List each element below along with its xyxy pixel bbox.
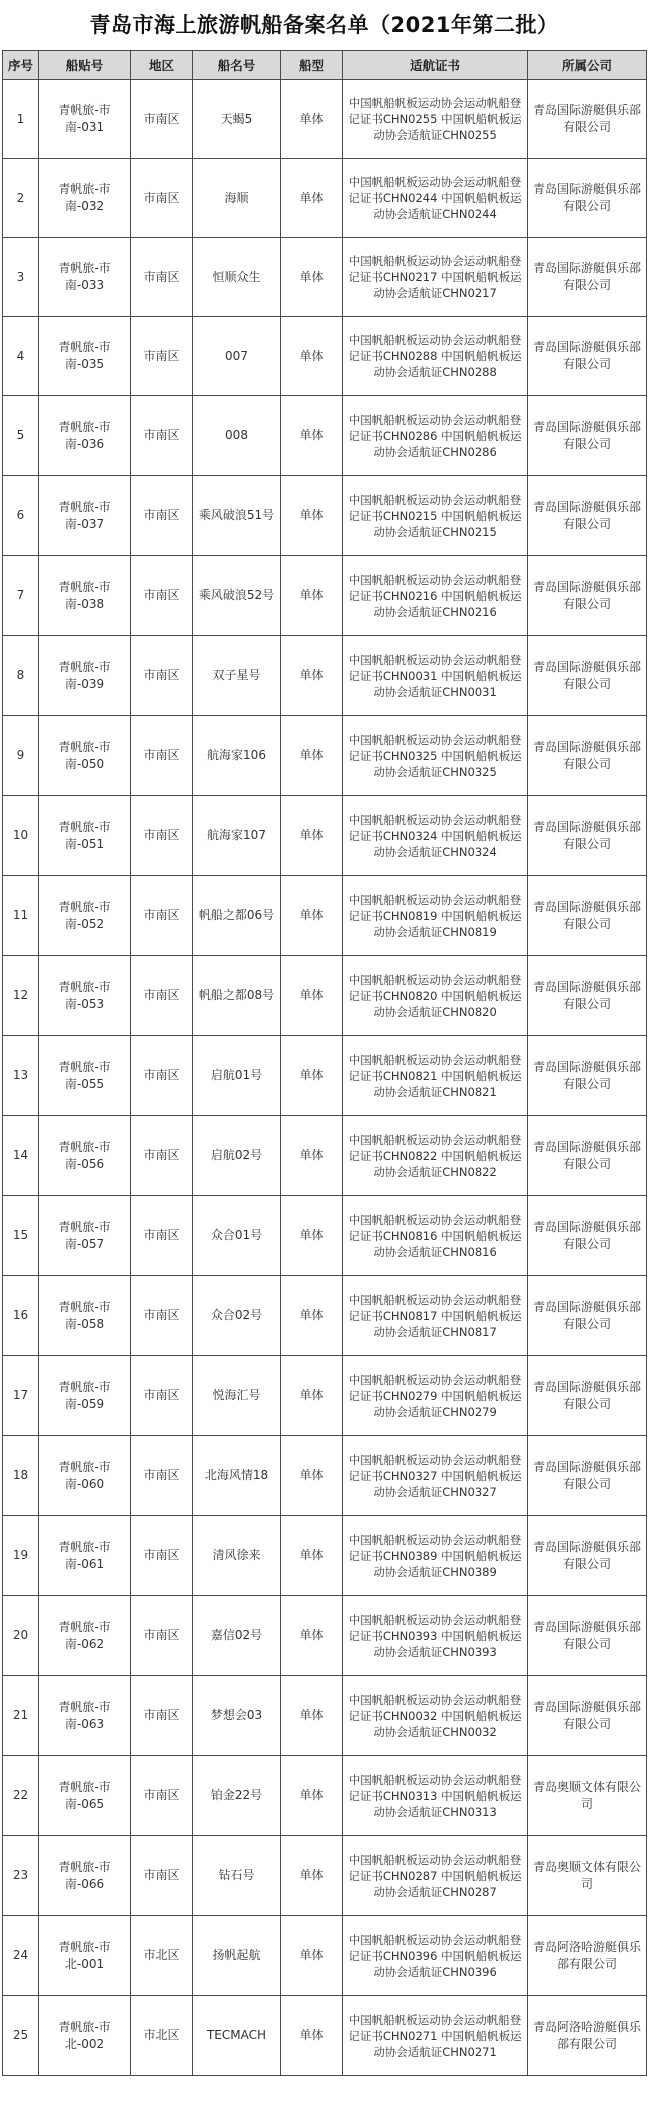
cell-boat-name: 悦海汇号 xyxy=(193,1356,281,1436)
cell-no: 13 xyxy=(3,1036,39,1116)
cell-certificate: 中国帆船帆板运动协会运动帆船登记证书CHN0819 中国帆船帆板运动协会适航证CHN0819 xyxy=(343,876,528,956)
cell-boat-type: 单体 xyxy=(281,1756,343,1836)
cell-sticker: 青帆旅-市南-036 xyxy=(39,396,131,476)
cell-certificate: 中国帆船帆板运动协会运动帆船登记证书CHN0288 中国帆船帆板运动协会适航证CHN0288 xyxy=(343,317,528,396)
table-row xyxy=(3,1036,647,1116)
cell-boat-name: 嘉信02号 xyxy=(193,1596,281,1676)
cell-sticker: 青帆旅-市南-061 xyxy=(39,1516,131,1596)
cell-company: 青岛国际游艇俱乐部有限公司 xyxy=(528,1436,647,1516)
cell-company: 青岛阿洛哈游艇俱乐部有限公司 xyxy=(528,1916,647,1996)
cell-sticker: 青帆旅-市南-062 xyxy=(39,1596,131,1676)
cell-sticker: 青帆旅-市北-002 xyxy=(39,1996,131,2076)
cell-no: 4 xyxy=(3,317,39,396)
cell-no: 2 xyxy=(3,159,39,238)
cell-boat-type: 单体 xyxy=(281,1516,343,1596)
cell-company: 青岛奥顺文体有限公司 xyxy=(528,1756,647,1836)
cell-certificate: 中国帆船帆板运动协会运动帆船登记证书CHN0820 中国帆船帆板运动协会适航证CHN0820 xyxy=(343,956,528,1036)
table-row xyxy=(3,1916,647,1996)
cell-boat-name: 双子星号 xyxy=(193,636,281,716)
cell-boat-type: 单体 xyxy=(281,1836,343,1916)
cell-company: 青岛国际游艇俱乐部有限公司 xyxy=(528,1676,647,1756)
cell-boat-type: 单体 xyxy=(281,238,343,317)
cell-area: 市南区 xyxy=(131,636,193,716)
table-row xyxy=(3,1836,647,1916)
cell-boat-type: 单体 xyxy=(281,1916,343,1996)
cell-no: 1 xyxy=(3,80,39,159)
table-row xyxy=(3,317,647,396)
table-row xyxy=(3,476,647,556)
cell-no: 18 xyxy=(3,1436,39,1516)
cell-certificate: 中国帆船帆板运动协会运动帆船登记证书CHN0244 中国帆船帆板运动协会适航证CHN0244 xyxy=(343,159,528,238)
column-header-boat-name: 船名号 xyxy=(193,51,281,80)
cell-company: 青岛国际游艇俱乐部有限公司 xyxy=(528,317,647,396)
cell-boat-type: 单体 xyxy=(281,716,343,796)
table-row xyxy=(3,796,647,876)
table-row xyxy=(3,1196,647,1276)
cell-certificate: 中国帆船帆板运动协会运动帆船登记证书CHN0031 中国帆船帆板运动协会适航证CHN0031 xyxy=(343,636,528,716)
cell-company: 青岛国际游艇俱乐部有限公司 xyxy=(528,159,647,238)
cell-sticker: 青帆旅-市南-035 xyxy=(39,317,131,396)
cell-certificate: 中国帆船帆板运动协会运动帆船登记证书CHN0279 中国帆船帆板运动协会适航证CHN0279 xyxy=(343,1356,528,1436)
cell-no: 3 xyxy=(3,238,39,317)
cell-area: 市南区 xyxy=(131,716,193,796)
cell-company: 青岛国际游艇俱乐部有限公司 xyxy=(528,876,647,956)
cell-certificate: 中国帆船帆板运动协会运动帆船登记证书CHN0255 中国帆船帆板运动协会适航证CHN0255 xyxy=(343,80,528,159)
cell-area: 市南区 xyxy=(131,1116,193,1196)
cell-boat-name: 帆船之都06号 xyxy=(193,876,281,956)
table-row xyxy=(3,956,647,1036)
table-row xyxy=(3,636,647,716)
cell-boat-type: 单体 xyxy=(281,796,343,876)
cell-no: 20 xyxy=(3,1596,39,1676)
table-header-row xyxy=(3,51,647,80)
cell-boat-type: 单体 xyxy=(281,1356,343,1436)
cell-company: 青岛国际游艇俱乐部有限公司 xyxy=(528,716,647,796)
cell-boat-name: 航海家106 xyxy=(193,716,281,796)
cell-area: 市南区 xyxy=(131,159,193,238)
cell-boat-name: 铂金22号 xyxy=(193,1756,281,1836)
cell-boat-type: 单体 xyxy=(281,636,343,716)
cell-company: 青岛国际游艇俱乐部有限公司 xyxy=(528,80,647,159)
cell-company: 青岛国际游艇俱乐部有限公司 xyxy=(528,1116,647,1196)
cell-sticker: 青帆旅-市南-053 xyxy=(39,956,131,1036)
cell-boat-type: 单体 xyxy=(281,317,343,396)
cell-certificate: 中国帆船帆板运动协会运动帆船登记证书CHN0821 中国帆船帆板运动协会适航证CHN0821 xyxy=(343,1036,528,1116)
table-row xyxy=(3,396,647,476)
cell-area: 市南区 xyxy=(131,1596,193,1676)
table-row xyxy=(3,1436,647,1516)
cell-certificate: 中国帆船帆板运动协会运动帆船登记证书CHN0215 中国帆船帆板运动协会适航证CHN0215 xyxy=(343,476,528,556)
cell-area: 市南区 xyxy=(131,80,193,159)
column-header-no: 序号 xyxy=(3,51,39,80)
cell-area: 市南区 xyxy=(131,1196,193,1276)
cell-certificate: 中国帆船帆板运动协会运动帆船登记证书CHN0327 中国帆船帆板运动协会适航证CHN0327 xyxy=(343,1436,528,1516)
cell-certificate: 中国帆船帆板运动协会运动帆船登记证书CHN0324 中国帆船帆板运动协会适航证CHN0324 xyxy=(343,796,528,876)
cell-area: 市南区 xyxy=(131,476,193,556)
cell-boat-type: 单体 xyxy=(281,1196,343,1276)
table-row xyxy=(3,1356,647,1436)
cell-area: 市南区 xyxy=(131,317,193,396)
cell-certificate: 中国帆船帆板运动协会运动帆船登记证书CHN0217 中国帆船帆板运动协会适航证CHN0217 xyxy=(343,238,528,317)
cell-no: 8 xyxy=(3,636,39,716)
cell-company: 青岛国际游艇俱乐部有限公司 xyxy=(528,556,647,636)
cell-boat-name: 启航01号 xyxy=(193,1036,281,1116)
cell-sticker: 青帆旅-市南-032 xyxy=(39,159,131,238)
table-row xyxy=(3,1116,647,1196)
cell-boat-name: 清风徐来 xyxy=(193,1516,281,1596)
cell-boat-name: 众合02号 xyxy=(193,1276,281,1356)
cell-area: 市南区 xyxy=(131,1516,193,1596)
cell-company: 青岛国际游艇俱乐部有限公司 xyxy=(528,956,647,1036)
cell-boat-name: 007 xyxy=(193,317,281,396)
cell-no: 10 xyxy=(3,796,39,876)
cell-sticker: 青帆旅-市南-063 xyxy=(39,1676,131,1756)
cell-area: 市南区 xyxy=(131,1676,193,1756)
cell-area: 市南区 xyxy=(131,396,193,476)
cell-area: 市南区 xyxy=(131,1356,193,1436)
cell-boat-type: 单体 xyxy=(281,396,343,476)
cell-sticker: 青帆旅-市南-059 xyxy=(39,1356,131,1436)
column-header-certificate: 适航证书 xyxy=(343,51,528,80)
cell-sticker: 青帆旅-市南-060 xyxy=(39,1436,131,1516)
cell-boat-type: 单体 xyxy=(281,159,343,238)
cell-certificate: 中国帆船帆板运动协会运动帆船登记证书CHN0389 中国帆船帆板运动协会适航证CHN0389 xyxy=(343,1516,528,1596)
cell-boat-name: 天蝎5 xyxy=(193,80,281,159)
table-body xyxy=(3,80,647,2076)
cell-boat-name: 众合01号 xyxy=(193,1196,281,1276)
table-row xyxy=(3,716,647,796)
cell-area: 市南区 xyxy=(131,876,193,956)
cell-company: 青岛国际游艇俱乐部有限公司 xyxy=(528,1036,647,1116)
cell-boat-type: 单体 xyxy=(281,956,343,1036)
cell-company: 青岛国际游艇俱乐部有限公司 xyxy=(528,1596,647,1676)
cell-boat-type: 单体 xyxy=(281,1436,343,1516)
cell-no: 25 xyxy=(3,1996,39,2076)
cell-certificate: 中国帆船帆板运动协会运动帆船登记证书CHN0393 中国帆船帆板运动协会适航证CHN0393 xyxy=(343,1596,528,1676)
cell-no: 24 xyxy=(3,1916,39,1996)
cell-sticker: 青帆旅-市南-050 xyxy=(39,716,131,796)
cell-sticker: 青帆旅-市南-033 xyxy=(39,238,131,317)
cell-company: 青岛国际游艇俱乐部有限公司 xyxy=(528,796,647,876)
cell-boat-type: 单体 xyxy=(281,1036,343,1116)
cell-boat-name: 北海风情18 xyxy=(193,1436,281,1516)
cell-no: 22 xyxy=(3,1756,39,1836)
cell-no: 21 xyxy=(3,1676,39,1756)
cell-boat-name: 钻石号 xyxy=(193,1836,281,1916)
cell-certificate: 中国帆船帆板运动协会运动帆船登记证书CHN0287 中国帆船帆板运动协会适航证CHN0287 xyxy=(343,1836,528,1916)
cell-sticker: 青帆旅-市北-001 xyxy=(39,1916,131,1996)
cell-boat-name: 008 xyxy=(193,396,281,476)
table-row xyxy=(3,159,647,238)
cell-sticker: 青帆旅-市南-055 xyxy=(39,1036,131,1116)
cell-boat-type: 单体 xyxy=(281,1276,343,1356)
cell-boat-name: TECMACH xyxy=(193,1996,281,2076)
cell-company: 青岛国际游艇俱乐部有限公司 xyxy=(528,636,647,716)
cell-boat-name: 启航02号 xyxy=(193,1116,281,1196)
cell-area: 市南区 xyxy=(131,238,193,317)
cell-sticker: 青帆旅-市南-037 xyxy=(39,476,131,556)
cell-sticker: 青帆旅-市南-056 xyxy=(39,1116,131,1196)
cell-boat-type: 单体 xyxy=(281,1596,343,1676)
cell-boat-type: 单体 xyxy=(281,876,343,956)
cell-no: 15 xyxy=(3,1196,39,1276)
cell-boat-name: 扬帆起航 xyxy=(193,1916,281,1996)
table-row xyxy=(3,1756,647,1836)
cell-sticker: 青帆旅-市南-039 xyxy=(39,636,131,716)
cell-boat-name: 梦想会03 xyxy=(193,1676,281,1756)
cell-boat-name: 恒顺众生 xyxy=(193,238,281,317)
cell-no: 7 xyxy=(3,556,39,636)
cell-boat-name: 乘风破浪51号 xyxy=(193,476,281,556)
cell-area: 市北区 xyxy=(131,1916,193,1996)
cell-certificate: 中国帆船帆板运动协会运动帆船登记证书CHN0032 中国帆船帆板运动协会适航证CHN0032 xyxy=(343,1676,528,1756)
cell-area: 市北区 xyxy=(131,1996,193,2076)
cell-company: 青岛国际游艇俱乐部有限公司 xyxy=(528,1196,647,1276)
cell-company: 青岛国际游艇俱乐部有限公司 xyxy=(528,1356,647,1436)
cell-area: 市南区 xyxy=(131,796,193,876)
cell-sticker: 青帆旅-市南-057 xyxy=(39,1196,131,1276)
cell-no: 17 xyxy=(3,1356,39,1436)
cell-no: 6 xyxy=(3,476,39,556)
cell-sticker: 青帆旅-市南-065 xyxy=(39,1756,131,1836)
cell-boat-type: 单体 xyxy=(281,80,343,159)
cell-company: 青岛阿洛哈游艇俱乐部有限公司 xyxy=(528,1996,647,2076)
cell-certificate: 中国帆船帆板运动协会运动帆船登记证书CHN0216 中国帆船帆板运动协会适航证CHN0216 xyxy=(343,556,528,636)
column-header-area: 地区 xyxy=(131,51,193,80)
column-header-boat-type: 船型 xyxy=(281,51,343,80)
cell-boat-type: 单体 xyxy=(281,1996,343,2076)
cell-area: 市南区 xyxy=(131,1836,193,1916)
cell-boat-name: 航海家107 xyxy=(193,796,281,876)
cell-company: 青岛国际游艇俱乐部有限公司 xyxy=(528,1276,647,1356)
cell-company: 青岛国际游艇俱乐部有限公司 xyxy=(528,396,647,476)
cell-boat-name: 帆船之都08号 xyxy=(193,956,281,1036)
cell-no: 5 xyxy=(3,396,39,476)
cell-certificate: 中国帆船帆板运动协会运动帆船登记证书CHN0313 中国帆船帆板运动协会适航证CHN0313 xyxy=(343,1756,528,1836)
table-row xyxy=(3,1676,647,1756)
table-row xyxy=(3,876,647,956)
table-row xyxy=(3,1516,647,1596)
cell-sticker: 青帆旅-市南-052 xyxy=(39,876,131,956)
cell-sticker: 青帆旅-市南-058 xyxy=(39,1276,131,1356)
table-row xyxy=(3,1996,647,2076)
filing-table xyxy=(2,50,647,2076)
cell-no: 14 xyxy=(3,1116,39,1196)
cell-no: 12 xyxy=(3,956,39,1036)
cell-area: 市南区 xyxy=(131,1276,193,1356)
cell-sticker: 青帆旅-市南-038 xyxy=(39,556,131,636)
cell-company: 青岛奥顺文体有限公司 xyxy=(528,1836,647,1916)
cell-boat-name: 海顺 xyxy=(193,159,281,238)
page-title: 青岛市海上旅游帆船备案名单（2021年第二批） xyxy=(89,13,559,37)
cell-certificate: 中国帆船帆板运动协会运动帆船登记证书CHN0325 中国帆船帆板运动协会适航证CHN0325 xyxy=(343,716,528,796)
cell-certificate: 中国帆船帆板运动协会运动帆船登记证书CHN0271 中国帆船帆板运动协会适航证CHN0271 xyxy=(343,1996,528,2076)
cell-boat-type: 单体 xyxy=(281,476,343,556)
table-row xyxy=(3,1276,647,1356)
cell-no: 23 xyxy=(3,1836,39,1916)
cell-certificate: 中国帆船帆板运动协会运动帆船登记证书CHN0396 中国帆船帆板运动协会适航证CHN0396 xyxy=(343,1916,528,1996)
cell-sticker: 青帆旅-市南-031 xyxy=(39,80,131,159)
cell-company: 青岛国际游艇俱乐部有限公司 xyxy=(528,1516,647,1596)
cell-no: 16 xyxy=(3,1276,39,1356)
cell-boat-type: 单体 xyxy=(281,1116,343,1196)
cell-certificate: 中国帆船帆板运动协会运动帆船登记证书CHN0286 中国帆船帆板运动协会适航证CHN0286 xyxy=(343,396,528,476)
cell-boat-name: 乘风破浪52号 xyxy=(193,556,281,636)
cell-no: 11 xyxy=(3,876,39,956)
cell-boat-type: 单体 xyxy=(281,556,343,636)
cell-area: 市南区 xyxy=(131,956,193,1036)
cell-certificate: 中国帆船帆板运动协会运动帆船登记证书CHN0817 中国帆船帆板运动协会适航证CHN0817 xyxy=(343,1276,528,1356)
cell-area: 市南区 xyxy=(131,1756,193,1836)
cell-no: 9 xyxy=(3,716,39,796)
cell-sticker: 青帆旅-市南-066 xyxy=(39,1836,131,1916)
cell-sticker: 青帆旅-市南-051 xyxy=(39,796,131,876)
cell-area: 市南区 xyxy=(131,1036,193,1116)
table-row xyxy=(3,238,647,317)
column-header-sticker: 船贴号 xyxy=(39,51,131,80)
cell-company: 青岛国际游艇俱乐部有限公司 xyxy=(528,238,647,317)
cell-certificate: 中国帆船帆板运动协会运动帆船登记证书CHN0816 中国帆船帆板运动协会适航证CHN0816 xyxy=(343,1196,528,1276)
table-row xyxy=(3,556,647,636)
cell-certificate: 中国帆船帆板运动协会运动帆船登记证书CHN0822 中国帆船帆板运动协会适航证CHN0822 xyxy=(343,1116,528,1196)
cell-area: 市南区 xyxy=(131,1436,193,1516)
cell-no: 19 xyxy=(3,1516,39,1596)
cell-boat-type: 单体 xyxy=(281,1676,343,1756)
table-row xyxy=(3,80,647,159)
cell-company: 青岛国际游艇俱乐部有限公司 xyxy=(528,476,647,556)
table-row xyxy=(3,1596,647,1676)
column-header-company: 所属公司 xyxy=(528,51,647,80)
cell-area: 市南区 xyxy=(131,556,193,636)
